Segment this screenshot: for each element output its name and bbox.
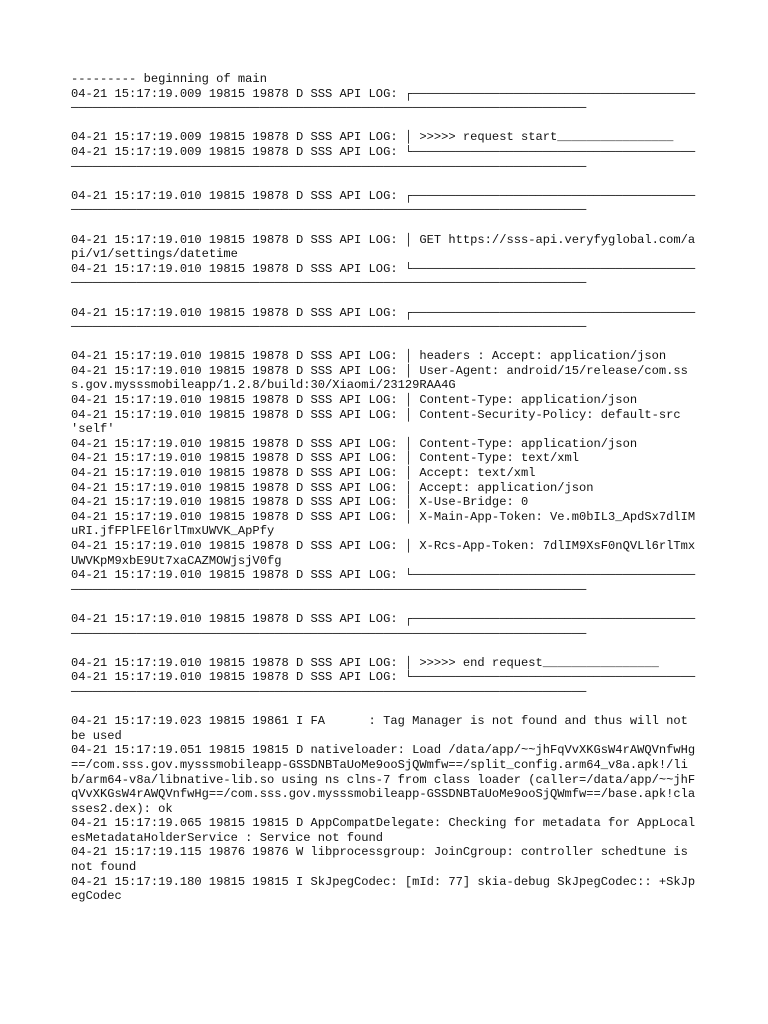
log-line	[71, 335, 701, 350]
log-line: 04-21 15:17:19.115 19876 19876 W libprocessgroup: JoinCgroup: controller schedtune is not found	[71, 845, 696, 875]
log-line	[71, 174, 701, 189]
log-line: 04-21 15:17:19.010 19815 19878 D SSS API LOG: │ X-Main-App-Token: Ve.m0bIL3_ApdSx7dlIMuRI.jfFPlFEl6rlTmxUWVK_ApPfy	[71, 509, 696, 539]
log-line	[71, 291, 701, 306]
log-line: 04-21 15:17:19.010 19815 19878 D SSS API LOG: ┌──────────────────────────────────────────────────────────────────────────────────────────────────────────────	[71, 188, 696, 218]
log-line: 04-21 15:17:19.010 19815 19878 D SSS API LOG: │ Content-Type: application/json	[71, 436, 638, 451]
log-line	[71, 116, 701, 131]
log-line: 04-21 15:17:19.010 19815 19878 D SSS API LOG: │ >>>>> end request________________	[71, 655, 659, 670]
log-line: 04-21 15:17:19.010 19815 19878 D SSS API LOG: └──────────────────────────────────────────────────────────────────────────────────────────────────────────────	[71, 568, 696, 597]
log-line: 04-21 15:17:19.010 19815 19878 D SSS API LOG: │ X-Rcs-App-Token: 7dlIM9XsF0nQVLl6rlTmxUWVKpM9xbE9Ut7xaCAZMOWjsjV0fg	[71, 539, 696, 568]
log-line: 04-21 15:17:19.009 19815 19878 D SSS API LOG: │ >>>>> request start________________	[71, 130, 674, 145]
log-line: 04-21 15:17:19.010 19815 19878 D SSS API LOG: └──────────────────────────────────────────────────────────────────────────────────────────────────────────────	[71, 670, 696, 699]
log-line	[71, 700, 701, 715]
log-line: 04-21 15:17:19.010 19815 19878 D SSS API LOG: │ Content-Type: text/xml	[71, 451, 580, 466]
log-line: 04-21 15:17:19.010 19815 19878 D SSS API LOG: │ Accept: text/xml	[71, 466, 536, 481]
log-line: 04-21 15:17:19.010 19815 19878 D SSS API LOG: │ Accept: application/json	[71, 480, 594, 495]
log-line: 04-21 15:17:19.009 19815 19878 D SSS API LOG: ┌──────────────────────────────────────────────────────────────────────────────────────────────────────────────	[71, 86, 696, 116]
log-line: 04-21 15:17:19.009 19815 19878 D SSS API LOG: └──────────────────────────────────────────────────────────────────────────────────────────────────────────────	[71, 144, 696, 174]
log-line: 04-21 15:17:19.010 19815 19878 D SSS API LOG: │ Content-Security-Policy: default-src 'self'	[71, 407, 688, 437]
log-line: 04-21 15:17:19.010 19815 19878 D SSS API LOG: │ Content-Type: application/json	[71, 393, 638, 408]
log-line: 04-21 15:17:19.010 19815 19878 D SSS API LOG: │ X-Use-Bridge: 0	[71, 495, 529, 510]
log-line: 04-21 15:17:19.023 19815 19861 I FA : Tag Manager is not found and thus will not be used	[71, 714, 696, 743]
log-line: 04-21 15:17:19.010 19815 19878 D SSS API LOG: │ GET https://sss-api.veryfyglobal.com/api/v1/settings/datetime	[71, 232, 696, 262]
log-line: 04-21 15:17:19.010 19815 19878 D SSS API LOG: └──────────────────────────────────────────────────────────────────────────────────────────────────────────────	[71, 261, 696, 291]
log-line: 04-21 15:17:19.010 19815 19878 D SSS API LOG: │ User-Agent: android/15/release/com.sss.gov.mysssmobileapp/1.2.8/build:30/Xiaomi/23129RAA4G	[71, 363, 688, 393]
log-line	[71, 641, 701, 656]
log-output	[71, 72, 701, 904]
log-line: 04-21 15:17:19.051 19815 19815 D nativeloader: Load /data/app/~~jhFqVvXKGsW4rAWQVnfwHg==/com.sss.gov.mysssmobileapp-GSSDNBTaUoMe9ooSjQWmfw==/split_config.arm64_v8a.apk!/lib/arm64-v8a/libnative-lib.so using ns clns-7 from class loader (caller=/data/app/~~jhFqVvXKGsW4rAWQVnfwHg==/com.sss.gov.mysssmobileapp-GSSDNBTaUoMe9ooSjQWmfw==/base.apk!classes2.dex): ok	[71, 743, 696, 816]
log-line: 04-21 15:17:19.010 19815 19878 D SSS API LOG: │ headers : Accept: application/json	[71, 349, 667, 364]
log-line: 04-21 15:17:19.180 19815 19815 I SkJpegCodec: [mId: 77] skia-debug SkJpegCodec:: +SkJpegCodec	[71, 874, 696, 904]
log-line: 04-21 15:17:19.010 19815 19878 D SSS API LOG: ┌──────────────────────────────────────────────────────────────────────────────────────────────────────────────	[71, 611, 696, 641]
log-line: --------- beginning of main	[71, 72, 267, 86]
log-line: 04-21 15:17:19.065 19815 19815 D AppCompatDelegate: Checking for metadata for AppLocalesMetadataHolderService : Service not found	[71, 816, 696, 845]
log-line	[71, 597, 701, 612]
log-line: 04-21 15:17:19.010 19815 19878 D SSS API LOG: ┌──────────────────────────────────────────────────────────────────────────────────────────────────────────────	[71, 305, 696, 335]
log-line	[71, 218, 701, 233]
